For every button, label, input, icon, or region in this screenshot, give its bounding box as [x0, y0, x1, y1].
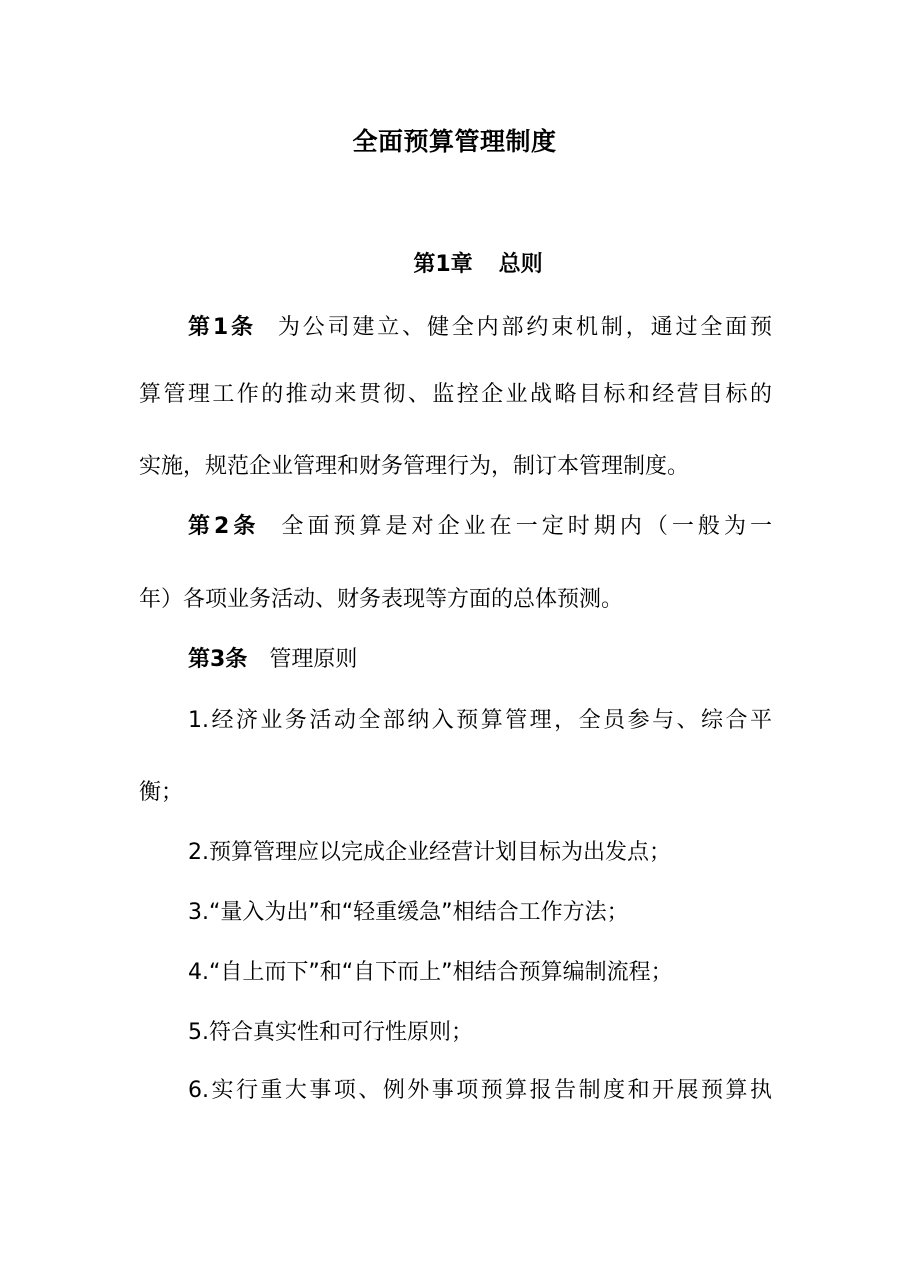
principle-4: 4.“自上而下”和“自下而上”相结合预算编制流程； [188, 960, 673, 985]
article-1-line-3: 实施，规范企业管理和财务管理行为，制订本管理制度。 [139, 454, 690, 479]
article-2-label: 第2条 [188, 514, 260, 539]
article-2-line-1 [188, 510, 772, 544]
principle-2: 2.预算管理应以完成企业经营计划目标为出发点； [188, 840, 671, 865]
article-1-text-1: 为公司建立、健全内部约束机制，通过全面预 [277, 315, 772, 340]
article-2-line-2: 年）各项业务活动、财务表现等方面的总体预测。 [139, 587, 624, 612]
chapter-name: 总则 [498, 252, 543, 277]
principle-1-line-2: 衡； [139, 780, 184, 805]
article-1-label: 第1条 [188, 315, 256, 340]
principle-3: 3.“量入为出”和“轻重缓急”相结合工作方法； [188, 900, 629, 925]
principle-6-line-1: 6.实行重大事项、例外事项预算报告制度和开展预算执 [188, 1078, 772, 1103]
article-1-line-1 [188, 311, 772, 345]
document-title: 全面预算管理制度 [352, 127, 557, 156]
principle-5: 5.符合真实性和可行性原则； [188, 1020, 473, 1045]
chapter-heading [0, 248, 909, 282]
article-1-line-2: 算管理工作的推动来贯彻、监控企业战略目标和经营目标的 [139, 382, 772, 407]
principle-1-line-1: 1.经济业务活动全部纳入预算管理，全员参与、综合平 [188, 708, 772, 733]
article-3-line-1 [188, 643, 357, 677]
article-3-text-1: 管理原则 [269, 647, 358, 672]
article-3-label: 第3条 [188, 647, 248, 672]
article-2-text-1: 全面预算是对企业在一定时期内（一般为一 [281, 514, 772, 539]
chapter-number: 第1章 [413, 252, 473, 277]
